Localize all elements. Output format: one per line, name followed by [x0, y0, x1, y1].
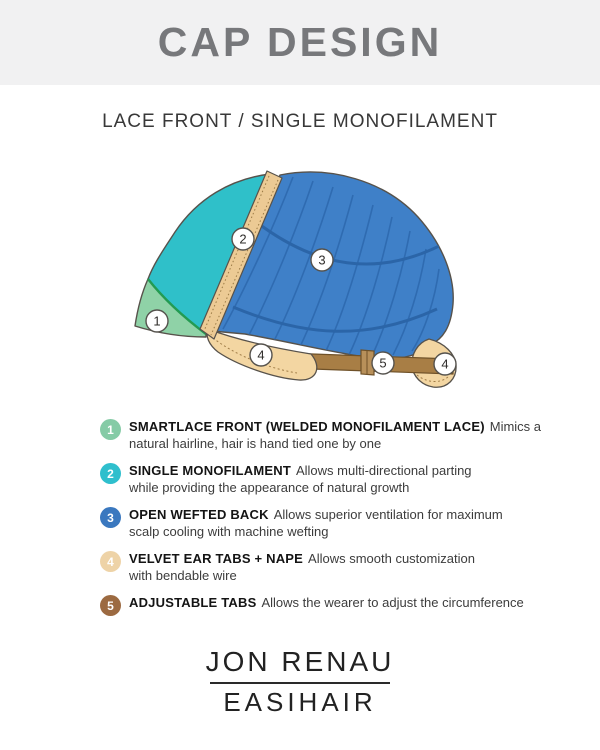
legend-item-adjustable-tabs [100, 595, 540, 616]
legend-item-velvet-ear-tabs [100, 551, 540, 584]
legend-bullet-2-icon [100, 463, 121, 484]
svg-text:3: 3 [107, 511, 114, 525]
brand-divider [210, 682, 390, 684]
legend-bullet-3-icon [100, 507, 121, 528]
legend-item-smartlace-front [100, 419, 540, 452]
svg-text:1: 1 [107, 423, 114, 437]
callout-5-badge [372, 352, 394, 374]
legend-label: OPEN WEFTED BACK [129, 507, 269, 522]
page-title: CAP DESIGN [157, 19, 443, 65]
subtitle: LACE FRONT / SINGLE MONOFILAMENT [102, 111, 498, 132]
legend-desc-line2: while providing the appearance of natural growth [129, 479, 410, 495]
svg-text:5: 5 [107, 599, 114, 613]
legend-bullet-5-icon [100, 595, 121, 616]
svg-text:4: 4 [257, 347, 265, 363]
legend-label: SINGLE MONOFILAMENT [129, 463, 291, 478]
callout-4b-badge [434, 353, 456, 375]
legend-label: SMARTLACE FRONT (WELDED MONOFILAMENT LACE) [129, 419, 485, 434]
svg-text:4: 4 [107, 555, 114, 569]
legend-item-open-wefted-back [100, 507, 540, 540]
brand-name-bottom: EASIHAIR [223, 687, 377, 717]
svg-text:4: 4 [441, 356, 449, 372]
legend-label: ADJUSTABLE TABS [129, 595, 257, 610]
legend-desc: Allows superior ventilation for maximum [273, 507, 503, 522]
brand-name-top: JON RENAU [205, 646, 395, 677]
callout-4-badge [250, 344, 272, 366]
legend-desc-line2: with bendable wire [129, 567, 237, 583]
legend-item-single-monofilament [100, 463, 540, 496]
wig-cap-illustration [115, 169, 485, 399]
legend-desc: Allows smooth customization [308, 551, 475, 566]
legend-bullet-4-icon [100, 551, 121, 572]
legend-bullet-1-icon [100, 419, 121, 440]
callout-3-badge [311, 249, 333, 271]
callout-2-badge [232, 228, 254, 250]
callout-1-badge [146, 310, 168, 332]
legend-label: VELVET EAR TABS + NAPE [129, 551, 304, 566]
cap-diagram [0, 169, 600, 399]
brand-logo [0, 646, 600, 718]
svg-text:3: 3 [318, 252, 326, 268]
legend [100, 419, 540, 616]
legend-desc: Mimics a [489, 419, 542, 434]
legend-desc-line2: scalp cooling with machine wefting [129, 523, 329, 539]
legend-desc: Allows the wearer to adjust the circumference [261, 595, 524, 610]
svg-text:5: 5 [379, 355, 387, 371]
legend-desc-line2: natural hairline, hair is hand tied one by one [129, 435, 382, 451]
svg-text:1: 1 [153, 313, 161, 329]
svg-text:2: 2 [239, 231, 247, 247]
svg-text:2: 2 [107, 467, 114, 481]
header-band [0, 0, 600, 85]
legend-desc: Allows multi-directional parting [295, 463, 472, 478]
